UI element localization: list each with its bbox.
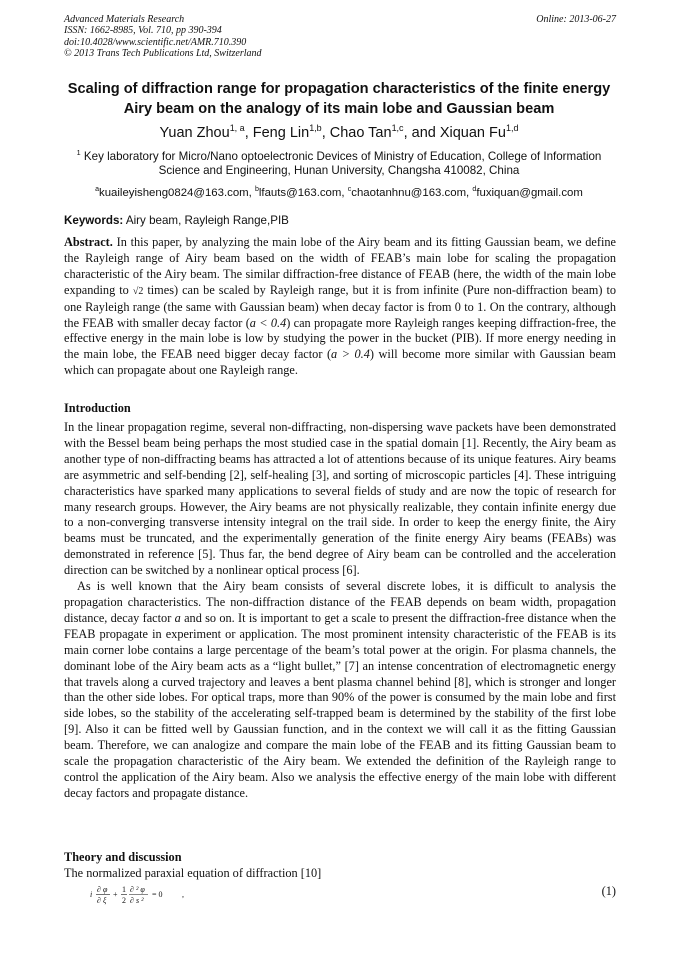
abstract-label: Abstract. <box>64 235 113 249</box>
keywords <box>64 214 616 228</box>
email-list <box>40 186 638 200</box>
email-mark: b <box>254 186 259 194</box>
keywords-text: Airy beam, Rayleigh Range,PIB <box>125 214 289 227</box>
email-address[interactable]: lfauts@163.com, <box>258 187 345 199</box>
email-address[interactable]: kuaileyisheng0824@163.com, <box>99 187 252 199</box>
eq-partial-s2: ∂ s ² <box>130 896 144 905</box>
affiliation <box>70 150 608 178</box>
intro-text: As is well known that the Airy beam consists of several discrete lobes, it is difficult to analysis the propagation characteristics. The non-diffraction distance of the FEAB depends on beam width, propagation distance, decay factor <box>64 579 616 625</box>
issn: ISSN: 1662-8985, Vol. 710, pp 390-394 <box>64 25 222 37</box>
eq-partial-phi: ∂ φ <box>97 885 108 894</box>
author-affil-mark: 1, a <box>229 123 245 134</box>
equation-number: (1) <box>601 884 616 898</box>
abstract-paragraph <box>64 235 616 379</box>
condition-large-a: a > 0.4 <box>331 347 370 362</box>
eq-two: 2 <box>122 896 126 905</box>
copyright: © 2013 Trans Tech Publications Ltd, Switzerland <box>64 48 262 60</box>
journal-info <box>64 14 616 60</box>
condition-small-a: a < 0.4 <box>249 315 287 330</box>
author-name: and Xiquan Fu <box>411 125 506 141</box>
affiliation-mark: 1 <box>76 148 81 158</box>
eq-partial-xi: ∂ ξ <box>97 896 107 905</box>
eq-comma: , <box>182 890 184 899</box>
keywords-label: Keywords: <box>64 214 124 227</box>
paraxial-equation <box>90 882 210 912</box>
intro-paragraph-2 <box>64 579 616 802</box>
decay-factor-symbol: a <box>174 610 181 625</box>
running-header <box>64 14 616 60</box>
author-name: Yuan Zhou <box>159 125 230 141</box>
abstract-text: ) will become more similar with Gaussian beam which can propagate about one Rayleigh range. <box>64 347 616 378</box>
author-affil-mark: 1,c <box>391 123 404 134</box>
eq-one: 1 <box>122 885 126 894</box>
sqrt2-symbol: √2 <box>132 285 144 297</box>
abstract-text: times) can be scaled by Rayleigh range, but it is from infinite (Pure non-diffraction beam) to one Rayleigh range (the same with Gaussian beam) when decay factor is from 0 to 1. On the contrary, although the FEAB with smaller decay factor ( <box>64 282 617 330</box>
email-mark: a <box>95 186 100 194</box>
email-mark: c <box>347 186 352 194</box>
abstract <box>64 235 616 379</box>
email-address[interactable]: fuxiquan@gmail.com <box>476 187 583 199</box>
abstract-text: In this paper, by analyzing the main lobe of the Airy beam and its fitting Gaussian beam, we define the Rayleigh range of Airy beam based on the width of FEAB’s main lobe for scaling the propagation characteristic of the Airy beam. The similar diffraction-free distance of FEAB (here, the width of the main lobe expanding to <box>64 235 617 297</box>
author-affil-mark: 1,b <box>309 123 322 134</box>
intro-text: and so on. It is important to get a scale to present the diffraction-free distance when the FEAB propagate in experiment or application. The most prominent intensity characteristic of the FEAB is its main corner lobe contains a large percentage of the beam’s total power at the origin. For plasma channels, the dominant lobe of the Airy beam acts as a “light bullet,” [7] an intense concentration of electromagnetic energy that travels along a curved trajectory and leaves a bent plasma channel behind [8], which is stronger and longer than the other side lobes. For optical traps, more than 90% of the power is consumed by the main lobe and first side lobes, so the stability of the accelerating self-trapped beam is determined by the stability of the first lobe [9]. Also it can be fitted well by Gaussian function, and in the context we will call it as the fitting Gaussian beam. Therefore, we can analogize and compare the main lobe of the FEAB and its fitting Gaussian beam to scale the propagation characteristic of the Airy beam. We extended the definition of the Rayleigh range to control the application of the Airy beam. Also we analysis the effective energy of the main lobe with different decay factors and propagate distance. <box>64 610 617 800</box>
theory-heading: Theory and discussion <box>64 850 182 864</box>
eq-plus: + <box>113 890 118 899</box>
author-affil-mark: 1,d <box>505 123 519 134</box>
author-name: Feng Lin <box>252 125 310 141</box>
email-address[interactable]: chaotanhnu@163.com, <box>351 187 470 199</box>
introduction-body <box>64 420 616 802</box>
doi[interactable]: doi:10.4028/www.scientific.net/AMR.710.390 <box>64 36 247 48</box>
email-mark: d <box>472 186 477 194</box>
eq-imag-unit: i <box>90 890 93 899</box>
introduction-heading: Introduction <box>64 401 131 415</box>
affiliation-text: Key laboratory for Micro/Nano optoelectronic Devices of Ministry of Education, College of Information Science and Engineering, Hunan University, Changsha 410082, China <box>83 150 602 178</box>
theory-intro-text: The normalized paraxial equation of diffraction [10] <box>64 866 322 880</box>
paper-title: Scaling of diffraction range for propagation characteristics of the finite energy Airy beam on the analogy of its main lobe and Gaussian beam <box>67 81 611 117</box>
author-name: Chao Tan <box>329 125 392 141</box>
online-date: Online: 2013-06-27 <box>536 14 616 25</box>
journal-name: Advanced Materials Research <box>64 14 185 25</box>
intro-paragraph-1: In the linear propagation regime, several non-diffracting, non-dispersing wave packets have been demonstrated with the Bessel beam being perhaps the most studied case in the spatial domain [1]. Recently, the Airy beam as another type of non-diffracting beams has attracted a lot of attentions because of its unique features. Airy beams are asymmetric and self-bending [2], self-healing [3], and sorting of microscopic particles [4]. These intriguing characteristics have sparked many applications to several fields of study and are now the topic of research for many research groups. However, the Airy beams are not physically realizable, they contain infinite energy due to a non-converging transverse intensity integral on the trail side. In order to keep the energy finite, the Airy beams must be truncated, and the experimentally generation of the finite energy Airy beams (FEABs) was demonstrated in reference [5]. Thus far, the bend degree of Airy beam can be controlled and the acceleration direction can be switched by a nonlinear optical process [6]. <box>64 420 616 578</box>
eq-partial2-phi: ∂ ² φ <box>130 885 145 894</box>
abstract-text: ) can propagate more Rayleigh ranges keeping diffraction-free, the effective energy in the main lobe is low by studying the power in the bucket (PIB). If more energy needing in the main lobe, the FEAB need bigger decay factor ( <box>64 315 616 362</box>
eq-rhs: = 0 <box>152 890 163 899</box>
author-list: Yuan Zhou$^{1, a}$, Feng Lin$^{1,b}$, Chao Tan$^{1,c}$, and Xiquan Fu$^{1,d}$ <box>159 123 519 141</box>
